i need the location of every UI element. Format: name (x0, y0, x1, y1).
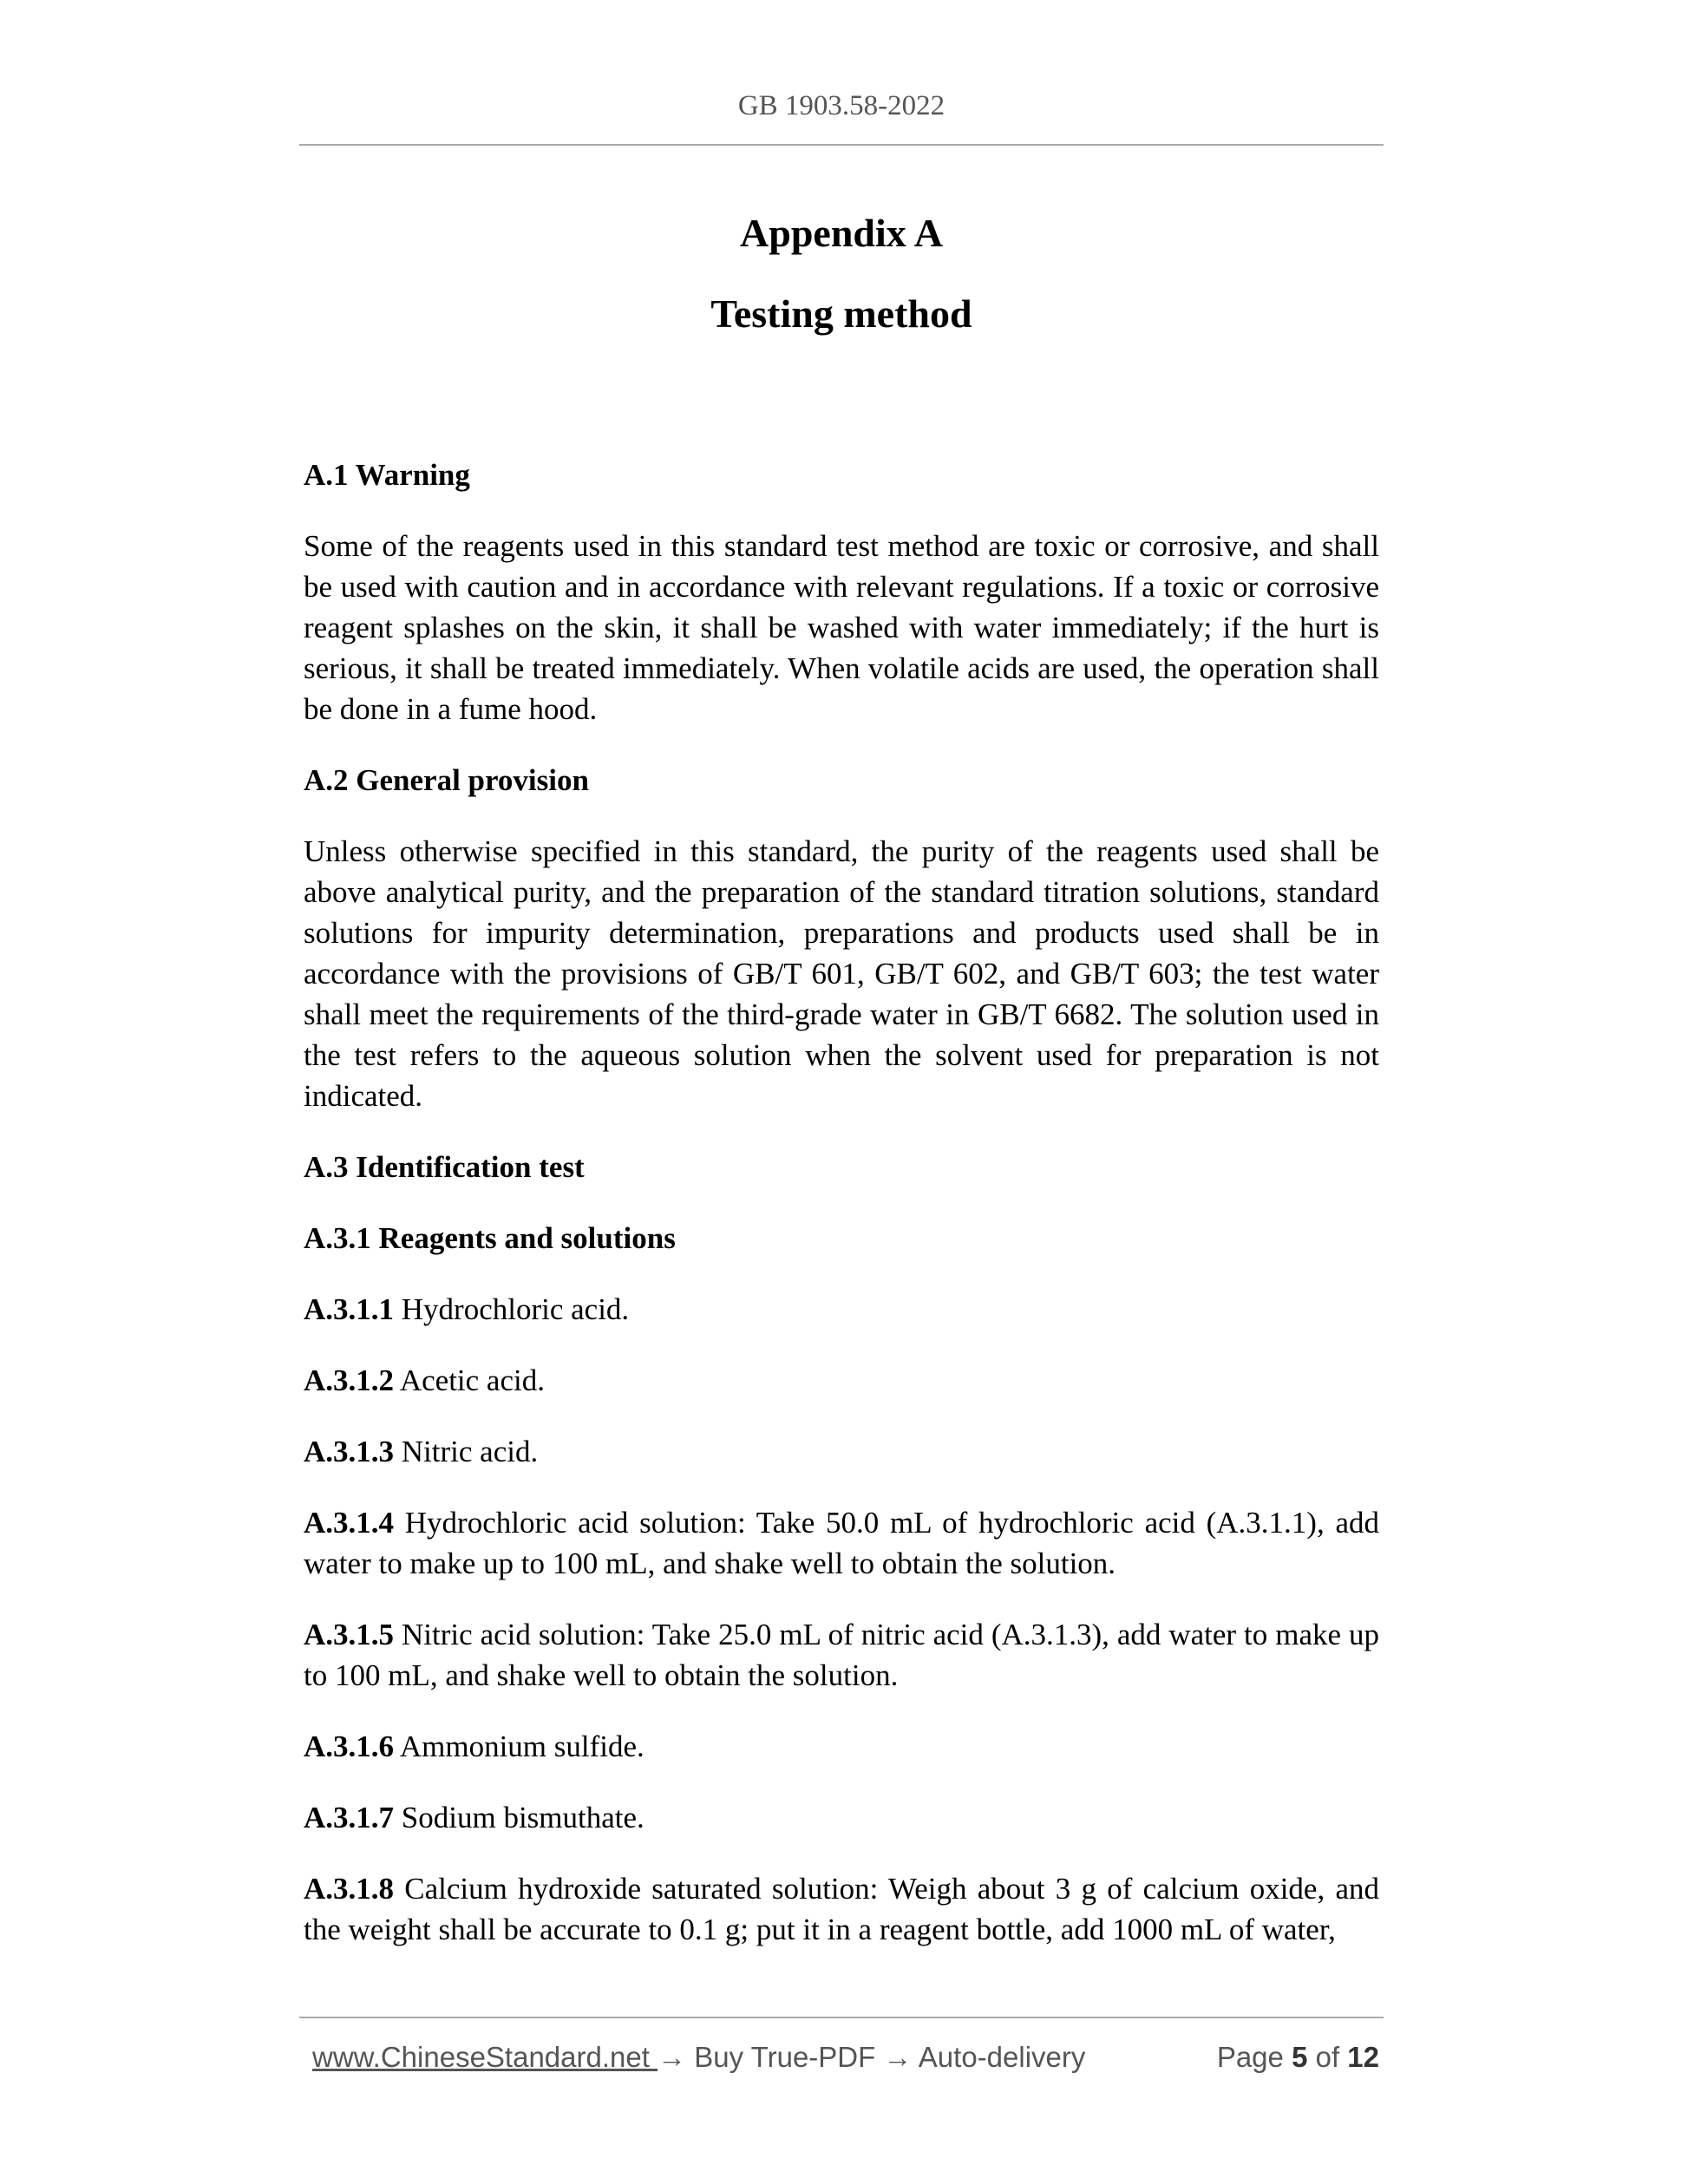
page-label: Page (1216, 2041, 1292, 2073)
section-text-a1: Some of the reagents used in this standard test method are toxic or corrosive, and shall be used with caution and in accordance with relevant regulations. If a toxic or corrosive reagent splashes on the skin, it shall be washed with water immediately; if the hurt is serious, it shall be treated immediately. When volatile acids are used, the operation shall be done in a fume hood. (304, 529, 1379, 726)
section-heading-a3: A.3 Identification test (304, 1150, 585, 1184)
clause-text: Hydrochloric acid. (394, 1292, 630, 1326)
clause-a3-1-5 (304, 1614, 1379, 1696)
page-current: 5 (1292, 2041, 1308, 2073)
clause-a3-1-7 (304, 1797, 1379, 1838)
clause-a3-1-3 (304, 1431, 1379, 1472)
clause-text: Acetic acid. (394, 1363, 545, 1397)
appendix-title: Appendix A (740, 211, 943, 255)
page-total: 12 (1347, 2041, 1379, 2073)
document-code-header: GB 1903.58-2022 (737, 90, 945, 121)
clause-number: A.3.1.4 (304, 1506, 395, 1540)
document-body (304, 454, 1379, 1980)
header-divider (299, 144, 1384, 146)
clause-text: Nitric acid solution: Take 25.0 mL of nitric acid (A.3.1.3), add water to make up to 100 mL, and shake well to obtain the solution. (304, 1618, 1379, 1692)
clause-a3-1-6 (304, 1726, 1379, 1767)
clause-number: A.3.1.3 (304, 1435, 395, 1468)
footer-divider (299, 2017, 1384, 2018)
section-text-a2: Unless otherwise specified in this standard, the purity of the reagents used shall be above analytical purity, and the preparation of the standard titration solutions, standard solutions for impurity determination, preparations and products used shall be in accordance with the provisions of GB/T 601, GB/T 602, and GB/T 603; the test water shall meet the requirements of the third-grade water in GB/T 6682. The solution used in the test refers to the aqueous solution when the solvent used for preparation is not indicated. (304, 834, 1379, 1113)
clause-number: A.3.1.7 (304, 1801, 395, 1834)
page-of-label: of (1307, 2041, 1348, 2073)
section-heading-a1: A.1 Warning (304, 458, 470, 492)
clause-number: A.3.1.5 (304, 1618, 395, 1651)
page-number (1217, 2038, 1379, 2076)
buy-true-pdf-text: Buy True-PDF (686, 2041, 884, 2073)
appendix-subtitle: Testing method (710, 291, 972, 336)
clause-text: Calcium hydroxide saturated solution: Weigh about 3 g of calcium oxide, and the weight shall be accurate to 0.1 g; put it in a reagent bottle, add 1000 mL of water, (304, 1872, 1379, 1946)
auto-delivery-text: Auto-delivery (912, 2041, 1086, 2073)
clause-text: Hydrochloric acid solution: Take 50.0 mL of hydrochloric acid (A.3.1.1), add water to make up to 100 mL, and shake well to obtain the solution. (304, 1506, 1379, 1580)
website-link[interactable]: www.ChineseStandard.net (312, 2041, 658, 2073)
arrow-right-icon: → (883, 2041, 913, 2073)
clause-number: A.3.1.8 (304, 1872, 395, 1906)
clause-text: Nitric acid. (394, 1435, 539, 1468)
clause-number: A.3.1.2 (304, 1363, 395, 1397)
clause-number: A.3.1.6 (304, 1730, 395, 1763)
clause-a3-1-4 (304, 1502, 1379, 1584)
clause-a3-1-2 (304, 1360, 1379, 1401)
section-heading-a31: A.3.1 Reagents and solutions (304, 1221, 676, 1255)
footer-promo (312, 2038, 1085, 2076)
section-heading-a2: A.2 General provision (304, 763, 589, 797)
clause-a3-1-1 (304, 1289, 1379, 1330)
clause-number: A.3.1.1 (304, 1292, 395, 1326)
clause-text: Sodium bismuthate. (394, 1801, 644, 1834)
clause-a3-1-8 (304, 1868, 1379, 1950)
clause-text: Ammonium sulfide. (394, 1730, 644, 1763)
arrow-right-icon: → (658, 2041, 687, 2073)
